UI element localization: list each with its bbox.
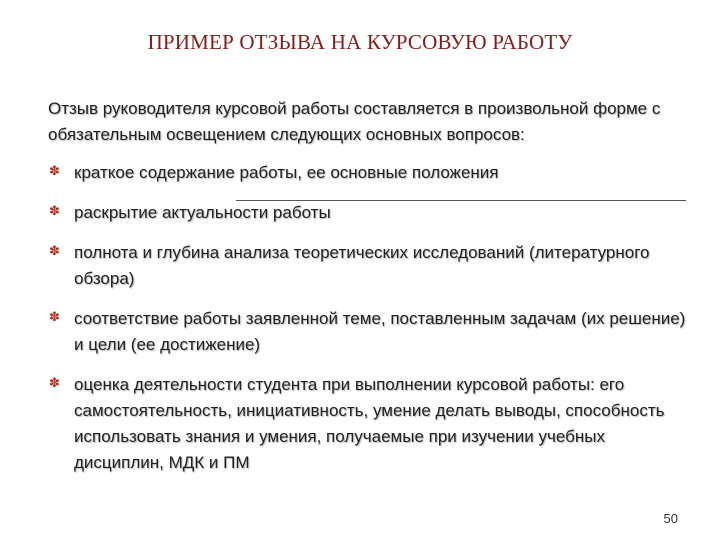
bullet-text: соответствие работы заявленной теме, поставленным задачам (их решение) и цели (ее достижение): [74, 309, 686, 354]
flower-bullet-icon: ✽: [49, 309, 60, 324]
bullet-text: краткое содержание работы, ее основные положения: [74, 163, 499, 182]
page-number: 50: [663, 511, 678, 526]
flower-bullet-icon: ✽: [49, 375, 60, 390]
flower-bullet-icon: ✽: [49, 163, 60, 178]
slide-title: ПРИМЕР ОТЗЫВА НА КУРСОВУЮ РАБОТУ: [147, 30, 573, 54]
flower-bullet-icon: ✽: [49, 243, 60, 258]
list-item: [48, 160, 688, 186]
list-item: [48, 372, 688, 476]
list-item: [48, 306, 688, 358]
flower-bullet-icon: ✽: [49, 203, 60, 218]
bullet-text: оценка деятельности студента при выполнении курсовой работы: его самостоятельность, инициативность, умение делать выводы, способность использовать знания и умения, получаемые при изучении учебных дисциплин, МДК и ПМ: [74, 375, 665, 472]
list-item: [48, 240, 688, 292]
intro-paragraph: Отзыв руководителя курсовой работы составляется в произвольной форме с обязательным освещением следующих основных вопросов:: [48, 99, 661, 144]
horizontal-divider: [236, 200, 686, 201]
bullet-text: раскрытие актуальности работы: [74, 203, 331, 222]
list-item: [48, 200, 688, 226]
bullet-list: [48, 160, 688, 476]
slide-content: [48, 96, 688, 490]
bullet-text: полнота и глубина анализа теоретических исследований (литературного обзора): [74, 243, 650, 288]
